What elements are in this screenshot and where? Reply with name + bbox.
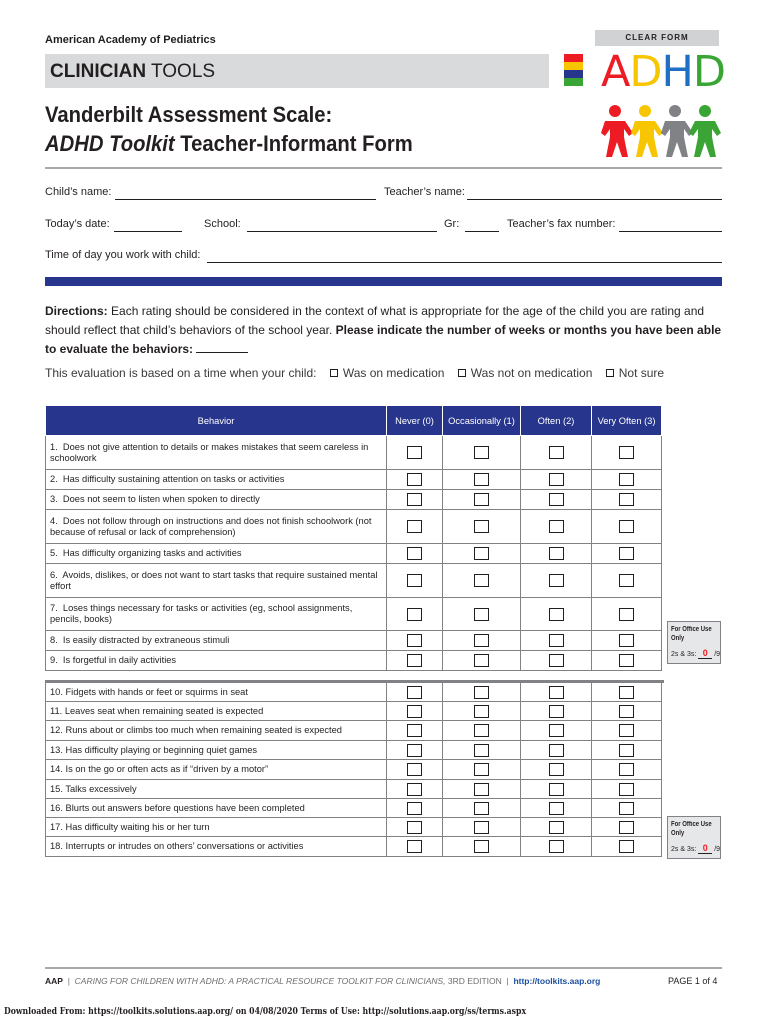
never-checkbox[interactable] <box>407 821 422 834</box>
time-of-day-label: Time of day you work with child: <box>45 249 201 261</box>
form-title-line1: Vanderbilt Assessment Scale: <box>45 102 333 127</box>
table-row <box>46 490 662 510</box>
occasionally-cell <box>443 490 521 510</box>
grade-label: Gr: <box>444 218 460 230</box>
never-cell <box>387 721 443 741</box>
checkbox-icon[interactable] <box>606 369 614 377</box>
table-row <box>46 818 662 837</box>
never-cell <box>387 818 443 837</box>
often-cell <box>521 436 592 470</box>
very-often-cell <box>592 760 662 780</box>
occasionally-cell <box>443 780 521 799</box>
table-row <box>46 631 662 651</box>
occasionally-cell <box>443 760 521 780</box>
often-cell <box>521 631 592 651</box>
often-checkbox[interactable] <box>549 493 564 506</box>
occasionally-checkbox[interactable] <box>474 634 489 647</box>
very-often-checkbox[interactable] <box>619 783 634 796</box>
never-checkbox[interactable] <box>407 634 422 647</box>
very-often-checkbox[interactable] <box>619 686 634 699</box>
never-checkbox[interactable] <box>407 608 422 621</box>
very-often-checkbox[interactable] <box>619 547 634 560</box>
occasionally-checkbox[interactable] <box>474 608 489 621</box>
occasionally-header: Occasionally (1) <box>443 406 521 436</box>
never-cell <box>387 564 443 598</box>
never-cell <box>387 780 443 799</box>
often-cell <box>521 490 592 510</box>
very-often-checkbox[interactable] <box>619 634 634 647</box>
behavior-item: 3. Does not seem to listen when spoken to directly <box>46 490 387 510</box>
often-checkbox[interactable] <box>549 473 564 486</box>
very-often-cell <box>592 564 662 598</box>
occasionally-checkbox[interactable] <box>474 686 489 699</box>
very-often-checkbox[interactable] <box>619 724 634 737</box>
behavior-item: 5. Has difficulty organizing tasks and activities <box>46 544 387 564</box>
occasionally-cell <box>443 818 521 837</box>
occasionally-checkbox[interactable] <box>474 744 489 757</box>
footer-divider <box>45 967 722 969</box>
occasionally-cell <box>443 651 521 671</box>
occasionally-checkbox[interactable] <box>474 473 489 486</box>
behavior-item: 14. Is on the go or often acts as if “driven by a motor” <box>46 760 387 780</box>
behavior-item: 4. Does not follow through on instructions and does not finish schoolwork (not because of refusal or lack of comprehension) <box>46 510 387 544</box>
occasionally-checkbox[interactable] <box>474 493 489 506</box>
very-often-checkbox[interactable] <box>619 763 634 776</box>
often-cell <box>521 741 592 760</box>
directions-text: Directions: Each rating should be considered in the context of what is appropriate for the age of the child you are rating and should reflect that child’s behaviors of the school year. Please indicate the number of weeks or months you have been able to evaluate the behaviors: <box>45 304 722 356</box>
teacher-name-field[interactable] <box>467 199 722 200</box>
very-often-cell <box>592 470 662 490</box>
school-label: School: <box>204 218 241 230</box>
occasionally-cell <box>443 470 521 490</box>
often-checkbox[interactable] <box>549 520 564 533</box>
often-checkbox[interactable] <box>549 634 564 647</box>
very-often-header: Very Often (3) <box>592 406 662 436</box>
often-cell <box>521 544 592 564</box>
often-cell <box>521 510 592 544</box>
very-often-cell <box>592 544 662 564</box>
never-checkbox[interactable] <box>407 654 422 667</box>
never-header: Never (0) <box>387 406 443 436</box>
behavior-item: 7. Loses things necessary for tasks or activities (eg, school assignments, pencils, books) <box>46 598 387 631</box>
clear-form-button[interactable]: CLEAR FORM <box>595 30 719 46</box>
never-cell <box>387 651 443 671</box>
occasionally-cell <box>443 564 521 598</box>
behavior-table-hyperactivity <box>45 682 662 857</box>
often-cell <box>521 780 592 799</box>
office-use-box-2: For Office Use Only 2s & 3s: 0 /9 <box>667 816 721 859</box>
occasionally-cell <box>443 631 521 651</box>
very-often-cell <box>592 721 662 741</box>
very-often-checkbox[interactable] <box>619 744 634 757</box>
often-checkbox[interactable] <box>549 608 564 621</box>
table-row <box>46 799 662 818</box>
behavior-item: 1. Does not give attention to details or makes mistakes that seem careless in schoolwork <box>46 436 387 470</box>
color-bar-icon <box>564 54 583 86</box>
occasionally-cell <box>443 544 521 564</box>
never-checkbox[interactable] <box>407 493 422 506</box>
behavior-table-inattention <box>45 405 662 671</box>
never-checkbox[interactable] <box>407 744 422 757</box>
footer-citation: AAP | CARING FOR CHILDREN WITH ADHD: A PRACTICAL RESOURCE TOOLKIT FOR CLINICIANS, 3RD EDITION | http://toolkits.aap.org <box>45 976 601 986</box>
occasionally-checkbox[interactable] <box>474 547 489 560</box>
never-checkbox[interactable] <box>407 783 422 796</box>
download-notice: Downloaded From: https://toolkits.solutions.aap.org/ on 04/08/2020 Terms of Use: http://solutions.aap.org/ss/terms.aspx <box>4 1007 527 1017</box>
never-cell <box>387 631 443 651</box>
table-row <box>46 651 662 671</box>
office-use-box-1: For Office Use Only 2s & 3s: 0 /9 <box>667 621 721 664</box>
behavior-item: 18. Interrupts or intrudes on others’ conversations or activities <box>46 837 387 857</box>
checkbox-icon[interactable] <box>330 369 338 377</box>
toolkit-link[interactable]: http://toolkits.aap.org <box>513 976 601 986</box>
occasionally-cell <box>443 598 521 631</box>
medication-status: This evaluation is based on a time when your child: Was on medication Was not on medication Not sure <box>45 366 665 380</box>
adhd-logo: ADHD <box>601 47 726 97</box>
not-on-medication-option[interactable]: Was not on medication <box>458 366 593 380</box>
occasionally-checkbox[interactable] <box>474 574 489 587</box>
blue-divider <box>45 277 722 286</box>
very-often-cell <box>592 651 662 671</box>
often-cell <box>521 702 592 721</box>
often-checkbox[interactable] <box>549 763 564 776</box>
very-often-checkbox[interactable] <box>619 473 634 486</box>
never-cell <box>387 837 443 857</box>
table-row <box>46 837 662 857</box>
never-cell <box>387 760 443 780</box>
table-header-row <box>46 406 662 436</box>
very-often-cell <box>592 631 662 651</box>
fax-label: Teacher’s fax number: <box>507 218 616 230</box>
table-row <box>46 760 662 780</box>
clinician-tools-label: CLINICIAN TOOLS <box>50 61 216 82</box>
organization-name: American Academy of Pediatrics <box>45 34 216 46</box>
teacher-name-label: Teacher’s name: <box>384 186 465 198</box>
occasionally-cell <box>443 702 521 721</box>
often-cell <box>521 470 592 490</box>
often-checkbox[interactable] <box>549 744 564 757</box>
table-row <box>46 436 662 470</box>
date-label: Today’s date: <box>45 218 110 230</box>
often-checkbox[interactable] <box>549 840 564 853</box>
very-often-checkbox[interactable] <box>619 821 634 834</box>
very-often-checkbox[interactable] <box>619 654 634 667</box>
very-often-cell <box>592 436 662 470</box>
never-checkbox[interactable] <box>407 520 422 533</box>
behavior-item: 9. Is forgetful in daily activities <box>46 651 387 671</box>
behavior-item: 16. Blurts out answers before questions have been completed <box>46 799 387 818</box>
table-row <box>46 721 662 741</box>
behavior-item: 8. Is easily distracted by extraneous stimuli <box>46 631 387 651</box>
never-cell <box>387 510 443 544</box>
time-of-day-field[interactable] <box>207 262 722 263</box>
very-often-cell <box>592 799 662 818</box>
child-name-label: Child’s name: <box>45 186 112 198</box>
very-often-cell <box>592 818 662 837</box>
table-row <box>46 470 662 490</box>
behavior-item: 2. Has difficulty sustaining attention on tasks or activities <box>46 470 387 490</box>
very-often-cell <box>592 741 662 760</box>
very-often-cell <box>592 598 662 631</box>
often-cell <box>521 564 592 598</box>
very-often-checkbox[interactable] <box>619 608 634 621</box>
occasionally-checkbox[interactable] <box>474 654 489 667</box>
never-cell <box>387 544 443 564</box>
not-sure-option[interactable]: Not sure <box>606 366 664 380</box>
grade-field[interactable] <box>465 231 499 232</box>
occasionally-checkbox[interactable] <box>474 763 489 776</box>
occasionally-cell <box>443 510 521 544</box>
very-often-cell <box>592 510 662 544</box>
divider <box>45 167 722 169</box>
often-checkbox[interactable] <box>549 783 564 796</box>
occasionally-checkbox[interactable] <box>474 724 489 737</box>
on-medication-option[interactable]: Was on medication <box>330 366 445 380</box>
occasionally-cell <box>443 741 521 760</box>
occasionally-cell <box>443 683 521 702</box>
office-score-2: 0 <box>698 843 712 854</box>
never-checkbox[interactable] <box>407 473 422 486</box>
often-cell <box>521 818 592 837</box>
never-cell <box>387 490 443 510</box>
often-cell <box>521 651 592 671</box>
behavior-item: 13. Has difficulty playing or beginning quiet games <box>46 741 387 760</box>
behavior-item: 12. Runs about or climbs too much when remaining seated is expected <box>46 721 387 741</box>
table-row <box>46 510 662 544</box>
table-row <box>46 741 662 760</box>
never-checkbox[interactable] <box>407 686 422 699</box>
very-often-cell <box>592 490 662 510</box>
table-row <box>46 683 662 702</box>
date-field[interactable] <box>114 231 182 232</box>
occasionally-cell <box>443 436 521 470</box>
table-row <box>46 780 662 799</box>
often-cell <box>521 683 592 702</box>
occasionally-checkbox[interactable] <box>474 783 489 796</box>
behavior-item: 17. Has difficulty waiting his or her turn <box>46 818 387 837</box>
school-field[interactable] <box>247 231 437 232</box>
occasionally-cell <box>443 721 521 741</box>
never-cell <box>387 598 443 631</box>
table-row <box>46 702 662 721</box>
never-checkbox[interactable] <box>407 547 422 560</box>
never-cell <box>387 683 443 702</box>
often-cell <box>521 760 592 780</box>
office-score-1: 0 <box>698 648 712 659</box>
behavior-item: 11. Leaves seat when remaining seated is expected <box>46 702 387 721</box>
never-cell <box>387 470 443 490</box>
very-often-checkbox[interactable] <box>619 446 634 459</box>
occasionally-checkbox[interactable] <box>474 840 489 853</box>
very-often-cell <box>592 780 662 799</box>
table-row <box>46 564 662 598</box>
table-row <box>46 544 662 564</box>
often-checkbox[interactable] <box>549 654 564 667</box>
never-checkbox[interactable] <box>407 705 422 718</box>
form-title-line2: ADHD Toolkit Teacher-Informant Form <box>45 131 413 156</box>
never-checkbox[interactable] <box>407 763 422 776</box>
never-checkbox[interactable] <box>407 724 422 737</box>
very-often-checkbox[interactable] <box>619 705 634 718</box>
never-checkbox[interactable] <box>407 802 422 815</box>
often-cell <box>521 799 592 818</box>
behavior-item: 10. Fidgets with hands or feet or squirms in seat <box>46 683 387 702</box>
never-cell <box>387 436 443 470</box>
often-checkbox[interactable] <box>549 705 564 718</box>
often-checkbox[interactable] <box>549 547 564 560</box>
very-often-checkbox[interactable] <box>619 802 634 815</box>
occasionally-cell <box>443 799 521 818</box>
often-checkbox[interactable] <box>549 802 564 815</box>
child-name-field[interactable] <box>115 199 376 200</box>
very-often-cell <box>592 837 662 857</box>
often-checkbox[interactable] <box>549 821 564 834</box>
often-header: Often (2) <box>521 406 592 436</box>
fax-field[interactable] <box>619 231 722 232</box>
often-cell <box>521 598 592 631</box>
never-cell <box>387 702 443 721</box>
never-checkbox[interactable] <box>407 446 422 459</box>
very-often-checkbox[interactable] <box>619 574 634 587</box>
checkbox-icon[interactable] <box>458 369 466 377</box>
often-cell <box>521 837 592 857</box>
often-cell <box>521 721 592 741</box>
behavior-item: 6. Avoids, dislikes, or does not want to start tasks that require sustained mental effort <box>46 564 387 598</box>
occasionally-cell <box>443 837 521 857</box>
never-checkbox[interactable] <box>407 840 422 853</box>
often-checkbox[interactable] <box>549 686 564 699</box>
occasionally-checkbox[interactable] <box>474 446 489 459</box>
never-cell <box>387 799 443 818</box>
page-number: PAGE 1 of 4 <box>668 976 718 986</box>
behavior-header: Behavior <box>46 406 387 436</box>
often-checkbox[interactable] <box>549 446 564 459</box>
never-checkbox[interactable] <box>407 574 422 587</box>
often-checkbox[interactable] <box>549 574 564 587</box>
very-often-cell <box>592 702 662 721</box>
often-checkbox[interactable] <box>549 724 564 737</box>
never-cell <box>387 741 443 760</box>
behavior-item: 15. Talks excessively <box>46 780 387 799</box>
occasionally-checkbox[interactable] <box>474 802 489 815</box>
occasionally-checkbox[interactable] <box>474 705 489 718</box>
very-often-checkbox[interactable] <box>619 520 634 533</box>
very-often-cell <box>592 683 662 702</box>
occasionally-checkbox[interactable] <box>474 821 489 834</box>
very-often-checkbox[interactable] <box>619 493 634 506</box>
table-row <box>46 598 662 631</box>
occasionally-checkbox[interactable] <box>474 520 489 533</box>
evaluation-period-field[interactable] <box>196 341 248 353</box>
very-often-checkbox[interactable] <box>619 840 634 853</box>
children-figures-icon <box>601 103 721 159</box>
